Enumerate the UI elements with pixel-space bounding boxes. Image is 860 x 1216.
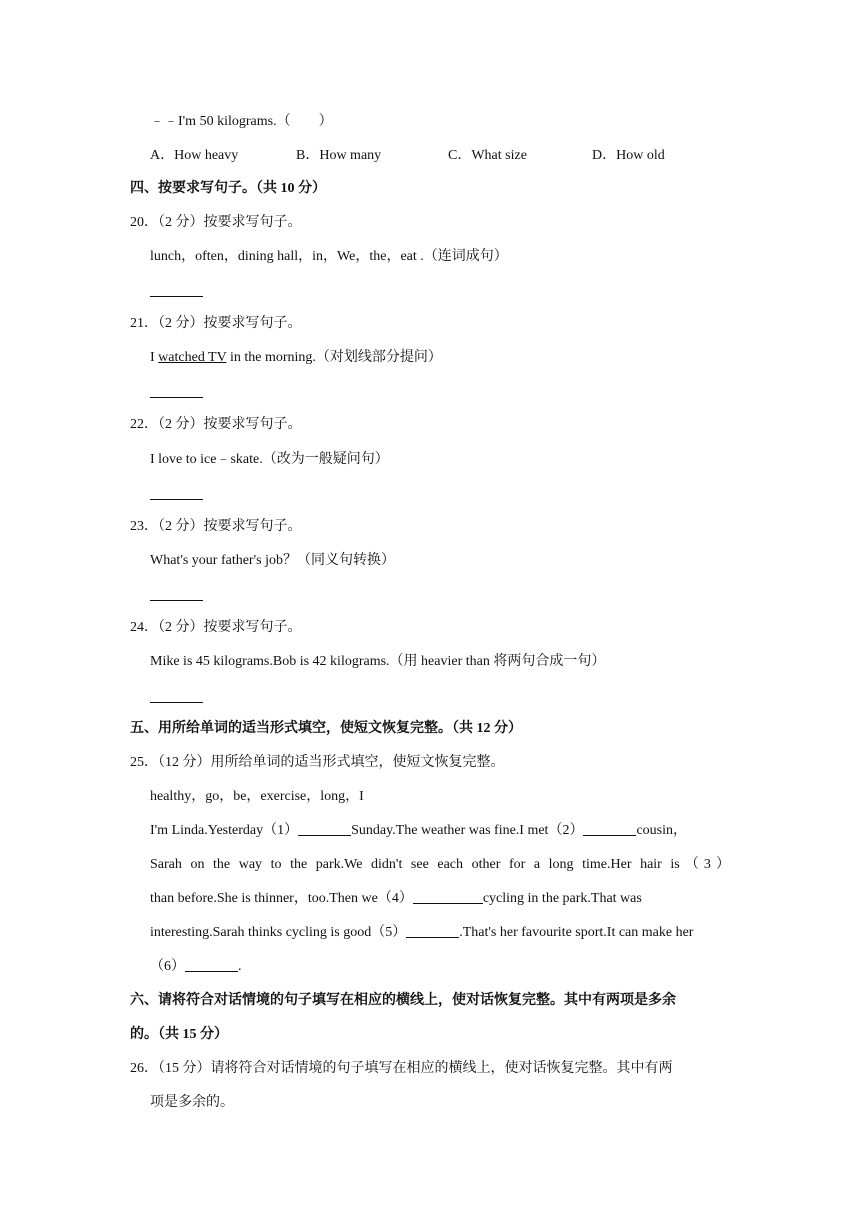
section6-heading-line1: 六、请将符合对话情境的句子填写在相应的横线上，使对话恢复完整。其中有两项是多余 <box>130 993 676 1008</box>
blank-5[interactable] <box>406 923 459 938</box>
q21-answer-line <box>150 397 203 398</box>
q26-number-line1: 26．（15 分）请将符合对话情境的句子填写在相应的横线上，使对话恢复完整。其中有两 <box>130 1061 673 1076</box>
section6-heading-line2: 的。（共 15 分） <box>130 1027 228 1042</box>
blank-1[interactable] <box>298 821 351 836</box>
blank-2[interactable] <box>583 821 636 836</box>
passage-text: interesting.Sarah thinks cycling is good（5） <box>150 925 407 940</box>
passage-line-1 <box>150 821 687 841</box>
blank-6[interactable] <box>185 957 238 972</box>
passage-line-2: Sarah on the way to the park.We didn't see each other for a long time.Her hair is（3） <box>150 857 730 872</box>
passage-text: cousin， <box>636 823 688 838</box>
passage-text: I'm Linda.Yesterday（1） <box>150 823 299 838</box>
passage-text: . <box>238 959 242 974</box>
q21-underlined: watched TV <box>158 350 227 365</box>
passage-line-3 <box>150 889 642 909</box>
passage-line-4 <box>150 923 693 943</box>
q19-option-d: D．How old <box>592 148 665 163</box>
q22-number: 22．（2 分）按要求写句子。 <box>130 417 302 432</box>
passage-text: （6） <box>150 959 185 974</box>
q22-answer-line <box>150 499 203 500</box>
blank-4[interactable] <box>413 889 483 904</box>
q21-number: 21．（2 分）按要求写句子。 <box>130 316 302 331</box>
q26-number-line2: 项是多余的。 <box>150 1095 234 1110</box>
passage-text: than before.She is thinner，too.Then we（4） <box>150 891 413 906</box>
q22-sentence: I love to ice﹣skate.（改为一般疑问句） <box>150 452 389 467</box>
q24-sentence: Mike is 45 kilograms.Bob is 42 kilograms.（用 heavier than 将两句合成一句） <box>150 654 606 669</box>
q21-pre: I <box>150 350 159 365</box>
q23-number: 23．（2 分）按要求写句子。 <box>130 519 302 534</box>
q20-answer-line <box>150 296 203 297</box>
q23-sentence: What's your father's job？（同义句转换） <box>150 553 395 568</box>
q21-post: in the morning.（对划线部分提问） <box>226 350 442 365</box>
q25-number: 25．（12 分）用所给单词的适当形式填空，使短文恢复完整。 <box>130 755 505 770</box>
passage-line-5 <box>150 957 242 977</box>
passage-text: .That's her favourite sport.It can make her <box>459 925 694 940</box>
q19-option-c: C．What size <box>448 148 527 163</box>
q25-word-bank: healthy，go，be，exercise，long，I <box>150 789 364 804</box>
q23-answer-line <box>150 600 203 601</box>
q20-number: 20．（2 分）按要求写句子。 <box>130 215 302 230</box>
q21-sentence <box>150 348 442 368</box>
q24-answer-line <box>150 702 203 703</box>
passage-text: Sunday.The weather was fine.I met（2） <box>351 823 584 838</box>
q19-option-a: A．How heavy <box>150 148 239 163</box>
q19-prompt: ﹣﹣I'm 50 kilograms.（ ） <box>150 114 333 129</box>
q20-sentence: lunch，often，dining hall，in，We，the，eat .（连词成句） <box>150 249 508 264</box>
passage-text: cycling in the park.That was <box>482 891 642 906</box>
q24-number: 24．（2 分）按要求写句子。 <box>130 620 302 635</box>
section5-heading: 五、用所给单词的适当形式填空，使短文恢复完整。（共 12 分） <box>130 721 522 736</box>
section4-heading: 四、按要求写句子。（共 10 分） <box>130 181 326 196</box>
q19-option-b: B．How many <box>296 148 382 163</box>
